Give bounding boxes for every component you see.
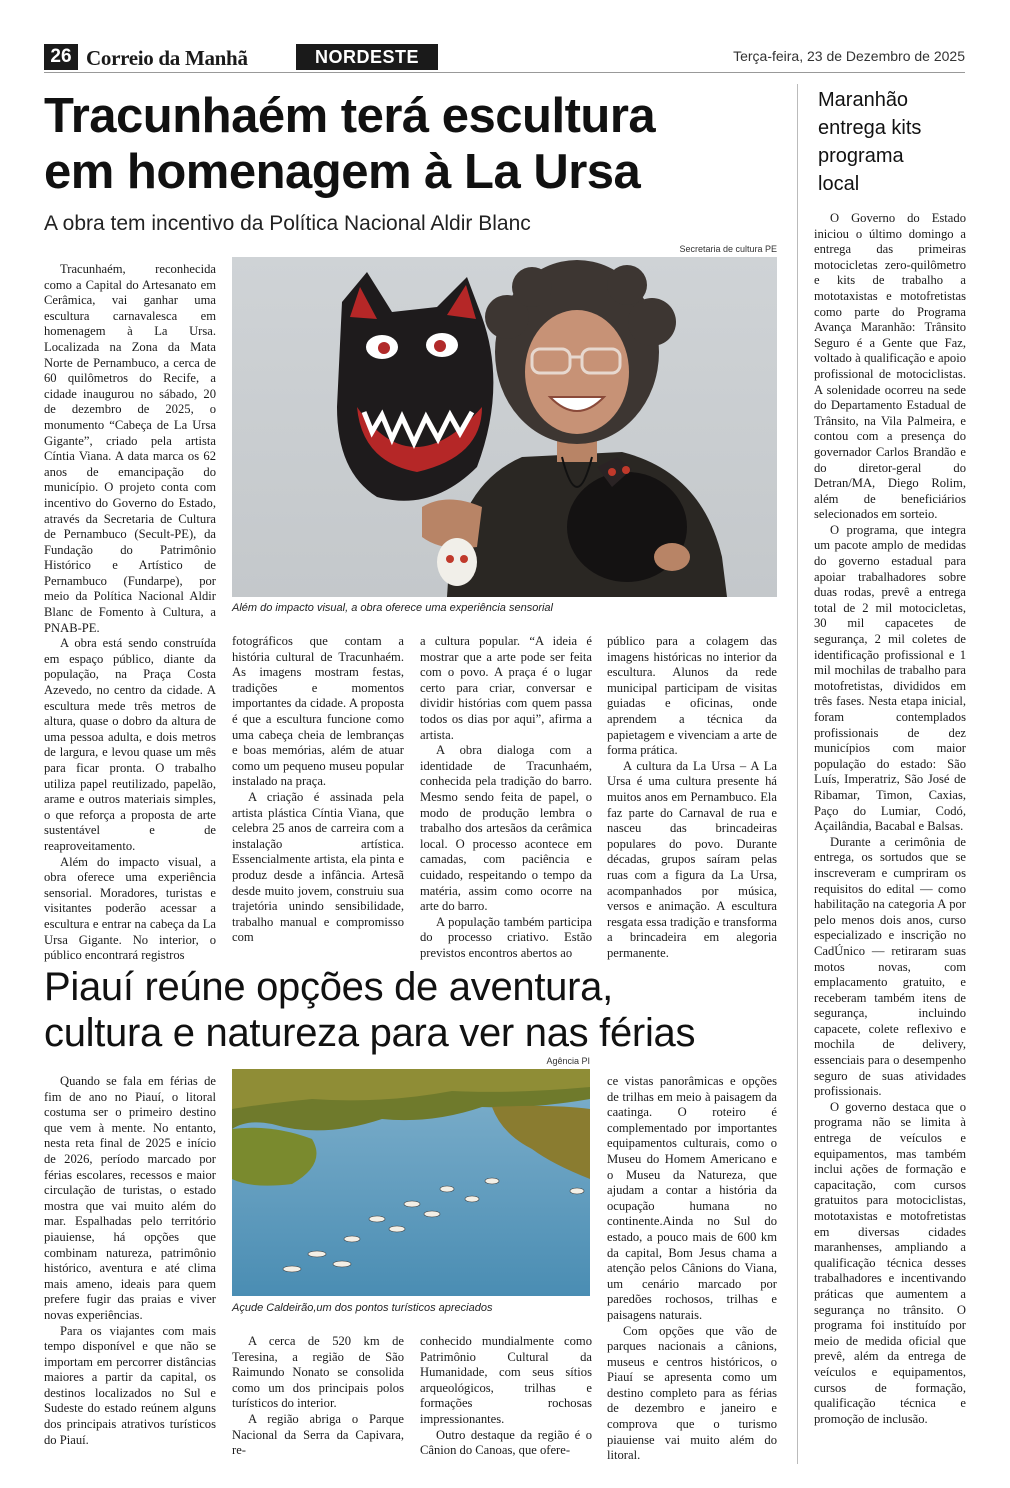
page-number: 26 xyxy=(44,44,78,70)
sidebar-paragraph: O programa, que integra um pacote amplo de medidas do governo estadual para apoiar trabalhadores sobre duas rodas, prevê a entrega total de 2 mil motocicletas, 30 mil capacetes de segurança, 2 mil coletes de identificação profissional e 1 mil mochilas de trabalho para motofretistas, divididos em três fases. Nesta etapa inicial, foram contemplados profissionais de dez municípios com maior população do estado: São Luís, Imperatriz, São José de Ribamar, Timon, Caxias, Paço do Lumiar, Codó, Açailândia, Bacabal e Balsas. xyxy=(814,522,966,834)
article2-headline-line1: Piauí reúne opções de aventura, xyxy=(44,965,613,1009)
article2-photo-caption: Açude Caldeirão,um dos pontos turísticos apreciados xyxy=(232,1302,493,1314)
article2-photo xyxy=(232,1069,590,1296)
article2-column-2 xyxy=(232,1334,404,1459)
sidebar-paragraph: Durante a cerimônia de entrega, os sortudos que se inscreveram e cumpriram os requisitos do edital — como habilitação na categoria A por pelo menos dois anos, curso especializado e inscrição no CadÚnico — retiraram suas motos novas, com emplacamento gratuito, e receberam também itens de segurança, incluindo capacete, colete reflexivo e mochila de delivery, essenciais para o desempenho seguro de suas atividades profissionais. xyxy=(814,834,966,1099)
article2-headline xyxy=(44,964,695,1056)
section-label: NORDESTE xyxy=(296,44,438,70)
sidebar-paragraph: O governo destaca que o programa não se limita à entrega de veículos e equipamentos, mas também inclui ações de formação e capacitação, com cursos gratuitos para motociclistas, mototaxistas e motofretistas em diversas cidades maranhenses, ampliando a qualificação técnica desses trabalhadores e incentivando práticas que aumentem a segurança no trânsito. O programa foi instituído por meio de medida oficial que prevê, além da entrega de veículos e equipamentos, cursos de formação, qualificação técnica e promoção de inclusão. xyxy=(814,1099,966,1426)
sidebar-headline-line: Maranhão xyxy=(818,89,909,111)
header-rule xyxy=(44,72,965,73)
article2-column-3 xyxy=(420,1334,592,1459)
sidebar-headline-line: programa xyxy=(818,145,904,167)
article1-col1-paragraph: Além do impacto visual, a obra oferece uma experiência sensorial. Moradores, turistas e visitantes poderão acessar a escultura e entrar na cabeça da La Ursa Gigante. No interior, o público encontrará registros xyxy=(44,854,216,963)
article1-photo-credit: Secretaria de cultura PE xyxy=(679,244,777,254)
article2-col2-paragraph: A cerca de 520 km de Teresina, a região de São Raimundo Nonato se consolida como um dos principais polos turísticos do interior. xyxy=(232,1334,404,1411)
article2-column-4 xyxy=(607,1074,777,1464)
article2-col4-paragraph: Com opções que vão de parques nacionais a cânions, museus e centros históricos, o Piauí se apresenta como um destino completo para as férias de dezembro e janeiro e comprova que o turismo piauiense vai muito além do litoral. xyxy=(607,1323,777,1463)
article2-col4-paragraph: ce vistas panorâmicas e opções de trilhas em meio à paisagem da caatinga. O roteiro é complementado por importantes equipamentos culturais, como o Museu do Homem Americano e o Museu da Natureza, que ajudam a contar a história da ocupação humana no continente.Ainda no Sul do estado, a pouco mais de 600 km da capital, Bom Jesus chama a atenção pelos Cânions do Viana, um cenário marcado por paredões rochosos, trilhas e paisagens naturais. xyxy=(607,1074,777,1322)
article1-col3-paragraph: a cultura popular. “A ideia é mostrar que a arte pode ser feita com o povo. A praça é o lugar certo para criar, conversar e dividir histórias com quem passa todos os dias por aqui”, afirma a artista. xyxy=(420,634,592,742)
article1-col4-paragraph: público para a colagem das imagens históricas no interior da escultura. Alunos da rede municipal participam de visitas guiadas e oficinas, onde aprendem a técnica da papietagem e vivenciam a arte de forma prática. xyxy=(607,634,777,758)
article2-col3-paragraph: Outro destaque da região é o Cânion do Canoas, que ofere- xyxy=(420,1427,592,1458)
article1-photo-caption: Além do impacto visual, a obra oferece uma experiência sensorial xyxy=(232,602,553,614)
article1-column-1 xyxy=(44,262,216,964)
article1-headline-line1: Tracunhaém terá escultura xyxy=(44,89,656,143)
reservoir-illustration xyxy=(232,1069,590,1296)
article2-headline-line2: cultura e natureza para ver nas férias xyxy=(44,1011,696,1055)
article1-subtitle: A obra tem incentivo da Política Nacional Aldir Blanc xyxy=(44,212,531,235)
sidebar-divider xyxy=(797,84,798,1464)
sidebar-headline-line: entrega kits xyxy=(818,117,922,139)
artist-portrait-illustration xyxy=(232,257,777,597)
article2-column-1 xyxy=(44,1074,216,1448)
article2-col3-paragraph: conhecido mundialmente como Patrimônio Cultural da Humanidade, com seus sítios arqueológicos, trilhas e formações rochosas impressionantes. xyxy=(420,1334,592,1426)
article2-col1-paragraph: Quando se fala em férias de fim de ano no Piauí, o litoral costuma ser o primeiro destino que vem à mente. No entanto, nesta reta final de 2025 e início de 2026, período marcado por férias escolares, recessos e maior circulação de turistas, o estado mostra que vai muito além do mar. Espalhadas pelo território piauiense, há opções que combinam natureza, patrimônio histórico, aventura e até clima mais ameno, ideais para quem prefere fugir das praias e viver novas experiências. xyxy=(44,1074,216,1322)
newspaper-name: Correio da Manhã xyxy=(86,46,248,70)
article1-column-4 xyxy=(607,634,777,961)
article1-col2-paragraph: A criação é assinada pela artista plástica Cíntia Viana, que celebra 25 anos de carreira com a instalação artística. Essencialmente artista, ela pinta e produz desde a infância. Artesã desde muito jovem, construiu sua trajetória unindo sensibilidade, trabalho manual e compromisso com xyxy=(232,789,404,945)
article1-col4-paragraph: A cultura da La Ursa – A La Ursa é uma cultura presente há muitos anos em Pernambuco. Ela faz parte do Carnaval de rua e nasceu das brincadeiras populares do povo. Durante décadas, grupos saíram pelas ruas com a figura da La Ursa, acompanhados por música, versos e animação. A escultura resgata essa tradição e transforma a brincadeira em alegoria permanente. xyxy=(607,758,777,960)
sidebar-headline xyxy=(818,86,968,198)
article1-col1-paragraph: Tracunhaém, reconhecida como a Capital do Artesanato em Cerâmica, vai ganhar uma escultura carnavalesca em homenagem à La Ursa. Localizada na Zona da Mata Norte de Pernambuco, a cerca de 60 quilômetros do Recife, a cidade inaugurou no sábado, 20 de dezembro de 2025, o monumento “Cabeça de La Ursa Gigante”, criado pela artista Cíntia Viana. A data marca os 62 anos de emancipação do município. O projeto conta com incentivo do Governo do Estado, através da Secretaria de Cultura de Pernambuco (Secult-PE), da Fundação do Patrimônio Histórico e Artístico de Pernambuco (Fundarpe), por meio da Política Nacional Aldir Blanc de Fomento à Cultura, a PNAB-PE. xyxy=(44,262,216,635)
article1-headline-line2: em homenagem à La Ursa xyxy=(44,145,641,199)
article1-column-2 xyxy=(232,634,404,946)
article1-col2-paragraph: fotográficos que contam a história cultural de Tracunhaém. As imagens mostram festas, tradições e momentos importantes da cidade. A proposta é que a escultura funcione como uma cabeça cheia de lembranças e boas memórias, além de atuar como um pequeno museu popular instalado na praça. xyxy=(232,634,404,789)
article1-column-3 xyxy=(420,634,592,961)
article1-photo xyxy=(232,257,777,597)
article1-headline xyxy=(44,88,655,200)
article2-photo-credit: Agência PI xyxy=(546,1056,590,1066)
sidebar-headline-line: local xyxy=(818,173,860,195)
article2-col1-paragraph: Para os viajantes com mais tempo disponível e que não se importam em percorrer distâncias maiores a partir da capital, os destinos localizados no Sul e Sudeste do estado reúnem alguns dos principais atrativos turísticos do Piauí. xyxy=(44,1323,216,1447)
article1-col3-paragraph: A obra dialoga com a identidade de Tracunhaém, conhecida pela tradição do barro. Mesmo sendo feita de papel, o modo de produção lembra o trabalho dos artesãos da cerâmica local. O processo acontece em camadas, com paciência e cuidado, respeitando o tempo da matéria, assim como ocorre na arte do barro. xyxy=(420,743,592,914)
article1-col1-paragraph: A obra está sendo construída em espaço público, diante da população, na Praça Costa Azevedo, no centro da cidade. A escultura mede três metros de altura, quase o dobro da altura de uma pessoa adulta, e dois metros de largura, e levou quase um mês para ficar pronta. O trabalho utiliza papel reutilizado, papelão, arame e outros materiais simples, o que reforça a proposta de arte sustentável e de reaproveitamento. xyxy=(44,636,216,853)
article1-col3-paragraph: A população também participa do processo criativo. Estão previstos encontros abertos ao xyxy=(420,914,592,960)
sidebar-paragraph: O Governo do Estado iniciou o último domingo a entrega das primeiras motocicletas zero-quilômetro e kits de trabalho a mototaxistas e motofretistas como parte do Programa Avança Maranhão: Trânsito Seguro é a Gente que Faz, voltado à qualificação e apoio profissional de motociclistas. A solenidade ocorreu na sede do Departamento Estadual de Trânsito, na Vila Palmeira, e contou com a presença do governador Carlos Brandão e do diretor-geral do Detran/MA, Diego Rolim, além de beneficiários selecionados em sorteio. xyxy=(814,211,966,522)
edition-date: Terça-feira, 23 de Dezembro de 2025 xyxy=(733,48,965,64)
article2-col2-paragraph: A região abriga o Parque Nacional da Serra da Capivara, re- xyxy=(232,1411,404,1458)
sidebar-body xyxy=(814,211,966,1427)
